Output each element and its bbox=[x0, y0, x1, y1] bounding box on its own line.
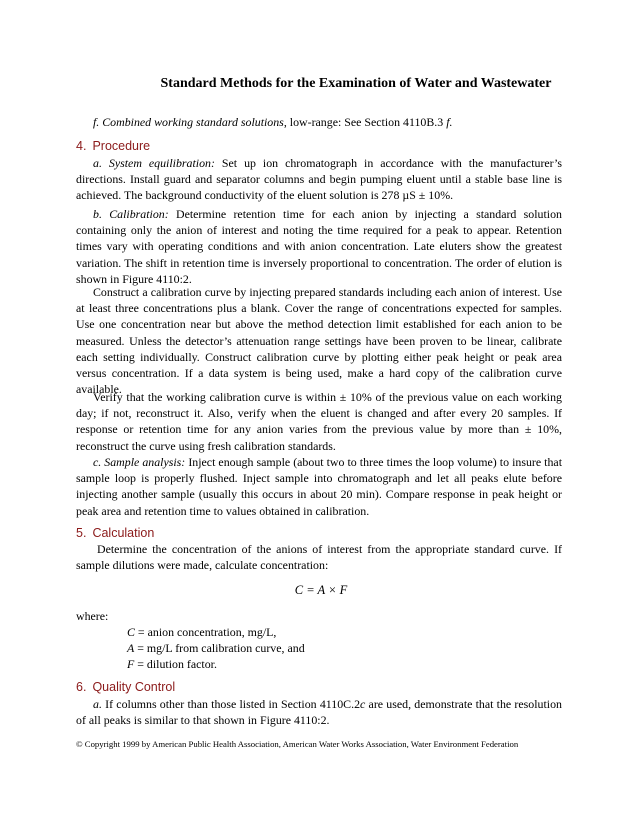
procedure-b-paragraph-3: Verify that the working calibration curve is within ± 10% of the previous value on each working day; if not, reconstruct it. Also, verify when the eluent is changed and after every 20 samples. If response or retention time for any anion varies from the previous value by more than ± 10%, reconstruct the curve using fresh calibration standards. bbox=[76, 390, 562, 453]
where-label: where: bbox=[76, 609, 109, 623]
definition-row: F = dilution factor. bbox=[127, 657, 217, 672]
definition-row: A = mg/L from calibration curve, and bbox=[127, 641, 305, 656]
quality-control-a-paragraph: a. If columns other than those listed in Section 4110C.2c are used, demonstrate that the resolution of all peaks is similar to that shown in Figure 4110:2. bbox=[76, 697, 562, 728]
definition-row: C = anion concentration, mg/L, bbox=[127, 625, 277, 639]
procedure-b-paragraph-2: Construct a calibration curve by injecting prepared standards including each anion of interest. Use at least three concentrations plus a blank. Cover the range of concentrations expected for samples. Use one concentration near but above the method detection limit established for each anion to be measured. Unless the detector’s attenuation range settings have been proven to be linear, calibrate each setting individually. Construct calibration curve by plotting either peak height or peak area versus concentration. If a data system is being used, make a hard copy of the calibration curve available. bbox=[76, 285, 562, 397]
copyright-footer: © Copyright 1999 by American Public Health Association, American Water Works Association, Water Environment Federation bbox=[76, 739, 519, 749]
procedure-c-text: Inject enough sample (about two to three times the loop volume) to insure that sample loop is properly flushed. Inject sample into chromatograph and let all peaks elute before injecting another sample (usually this occurs in about 20 min). Compare response in peak height or peak area and retention time to values obtained in calibration. bbox=[76, 455, 562, 518]
heading-procedure: 4. Procedure bbox=[76, 139, 151, 153]
procedure-b-label: b. Calibration: bbox=[93, 207, 169, 221]
intro-paragraph bbox=[76, 114, 562, 130]
page-title: Standard Methods for the Examination of Water and Wastewater bbox=[160, 76, 552, 91]
procedure-a-text: Set up ion chromatograph in accordance with the manufacturer’s directions. Install guard and separator columns and begin pumping eluent until a stable base line is achieved. The background conductivity of the eluent solution is 278 µS ± 10%. bbox=[76, 156, 563, 203]
definitions-list bbox=[127, 624, 305, 673]
intro-label: f. Combined working standard solutions bbox=[93, 115, 284, 129]
procedure-b-text: Determine retention time for each anion by injecting a standard solution containing only the anion of interest and noting the time required for a peak to appear. Retention times vary with operating conditions and with anion concentration. Late eluters show the greatest variation. The shift in retention time is inversely proportional to concentration. The order of elution is shown in Figure 4110:2. bbox=[76, 207, 562, 286]
heading-calculation: 5. Calculation bbox=[76, 526, 155, 540]
calculation-equation: C = A × F bbox=[294, 583, 348, 597]
heading-quality-control: 6. Quality Control bbox=[76, 680, 176, 694]
calculation-paragraph: Determine the concentration of the anions of interest from the appropriate standard curve. If sample dilutions were made, calculate concentration: bbox=[76, 542, 562, 573]
procedure-c-paragraph bbox=[76, 454, 562, 519]
procedure-b-paragraph bbox=[76, 206, 562, 287]
procedure-a-label: a. System equilibration: bbox=[93, 156, 215, 170]
procedure-a-paragraph bbox=[76, 155, 562, 204]
quality-control-a-label: a. bbox=[93, 697, 102, 711]
procedure-c-label: c. Sample analysis: bbox=[93, 455, 186, 469]
intro-ref: f. bbox=[446, 115, 453, 129]
intro-text: , low-range: See Section 4110B.3 bbox=[283, 115, 447, 129]
